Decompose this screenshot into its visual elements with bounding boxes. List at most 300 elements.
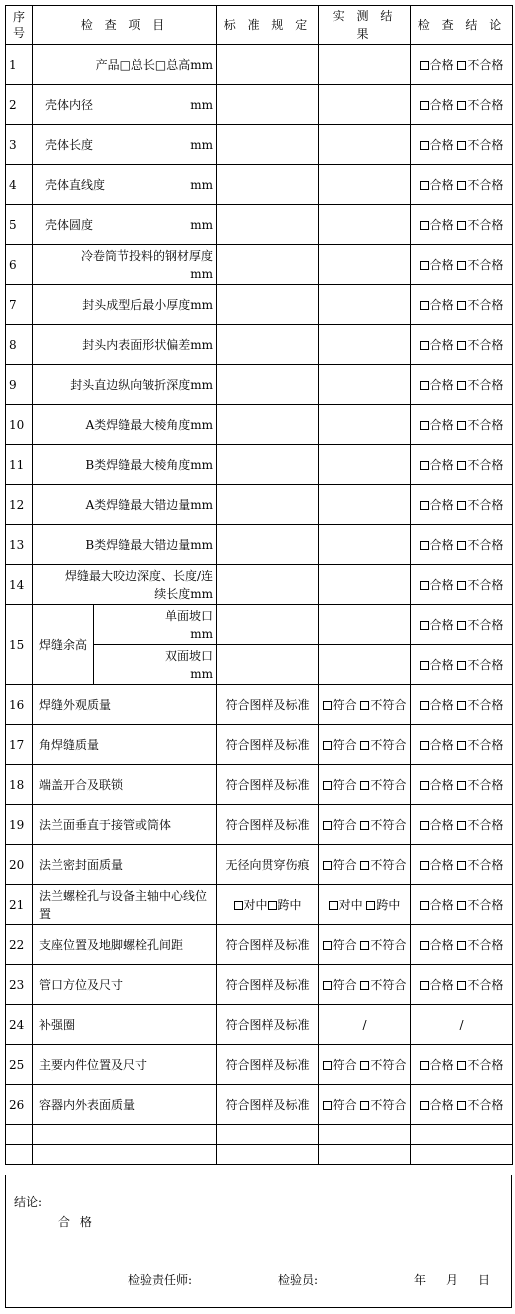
conclusion-choice <box>414 96 509 114</box>
row-conclusion <box>411 525 513 565</box>
row-item <box>33 45 217 85</box>
conclusion-opt2-checkbox[interactable] <box>457 981 466 990</box>
conclusion-opt2-checkbox[interactable] <box>457 781 466 790</box>
row-item-text: 产品□总长□总高 <box>95 57 191 72</box>
std-straddle-checkbox[interactable] <box>268 901 277 910</box>
measured-opt2-checkbox[interactable] <box>360 701 369 710</box>
row-conclusion <box>411 325 513 365</box>
row-standard[interactable] <box>217 325 319 365</box>
blank-cell[interactable] <box>319 1145 411 1165</box>
row-conclusion <box>411 1085 513 1125</box>
row-number: 9 <box>6 365 33 405</box>
row-measured[interactable] <box>319 325 411 365</box>
row-subitem <box>94 605 217 645</box>
conclusion-opt1-checkbox[interactable] <box>420 1061 429 1070</box>
conclusion-opt2-label: 不合格 <box>467 257 504 272</box>
measured-opt1-label: 符合 <box>332 977 357 992</box>
blank-cell[interactable] <box>411 1145 513 1165</box>
row-item-text: 法兰密封面质量 <box>39 857 124 872</box>
header-measured: 实 测 结 果 <box>319 6 411 45</box>
row-number: 3 <box>6 125 33 165</box>
table-row <box>6 365 513 405</box>
row-conclusion <box>411 885 513 925</box>
row-number: 11 <box>6 445 33 485</box>
conclusion-opt1-label: 合格 <box>429 577 454 592</box>
conclusion-opt2-label: 不合格 <box>467 177 504 192</box>
measured-opt1-checkbox[interactable] <box>323 981 332 990</box>
header-row <box>6 6 513 45</box>
row-measured[interactable] <box>319 605 411 645</box>
conclusion-opt1-label: 合格 <box>429 1057 454 1072</box>
row-measured[interactable] <box>319 445 411 485</box>
row-measured[interactable] <box>319 205 411 245</box>
conclusion-opt2-label: 不合格 <box>467 857 504 872</box>
row-standard[interactable] <box>217 645 319 685</box>
conclusion-choice <box>414 216 509 234</box>
row-standard[interactable] <box>217 485 319 525</box>
row-measured[interactable] <box>319 85 411 125</box>
table-row <box>6 45 513 85</box>
table-row <box>6 1085 513 1125</box>
row-measured[interactable] <box>319 165 411 205</box>
conclusion-section <box>5 1175 512 1308</box>
conclusion-opt1-checkbox[interactable] <box>420 861 429 870</box>
conclusion-opt2-checkbox[interactable] <box>457 741 466 750</box>
conclusion-choice <box>414 656 509 674</box>
row-number: 25 <box>6 1045 33 1085</box>
meas-straddle-checkbox[interactable] <box>366 901 375 910</box>
blank-cell[interactable] <box>411 1125 513 1145</box>
measured-choice <box>322 816 407 834</box>
conclusion-choice <box>414 416 509 434</box>
row-number: 6 <box>6 245 33 285</box>
conclusion-opt1-checkbox[interactable] <box>420 661 429 670</box>
blank-cell[interactable] <box>319 1125 411 1145</box>
measured-opt1-label: 符合 <box>332 777 357 792</box>
conclusion-opt2-checkbox[interactable] <box>457 461 466 470</box>
conclusion-choice <box>414 336 509 354</box>
measured-choice <box>322 776 407 794</box>
conclusion-opt2-label: 不合格 <box>467 1097 504 1112</box>
conclusion-opt2-checkbox[interactable] <box>457 661 466 670</box>
row-measured <box>319 1045 411 1085</box>
conclusion-opt2-checkbox[interactable] <box>457 861 466 870</box>
conclusion-opt2-checkbox[interactable] <box>457 581 466 590</box>
row-standard[interactable] <box>217 285 319 325</box>
table-row <box>6 485 513 525</box>
row-item <box>33 285 217 325</box>
row-standard[interactable] <box>217 525 319 565</box>
row-number: 26 <box>6 1085 33 1125</box>
conclusion-opt1-label: 合格 <box>429 617 454 632</box>
table-row <box>6 805 513 845</box>
row-conclusion <box>411 925 513 965</box>
conclusion-choice <box>414 56 509 74</box>
row-standard[interactable] <box>217 245 319 285</box>
row-number: 8 <box>6 325 33 365</box>
conclusion-opt2-checkbox[interactable] <box>457 1101 466 1110</box>
row-item <box>33 1045 217 1085</box>
conclusion-opt1-checkbox[interactable] <box>420 501 429 510</box>
measured-opt1-checkbox[interactable] <box>323 741 332 750</box>
row-unit: mm <box>190 137 214 152</box>
row-standard-text: 符合图样及标准 <box>225 697 310 712</box>
row-conclusion <box>411 845 513 885</box>
conclusion-opt1-checkbox[interactable] <box>420 581 429 590</box>
header-item: 检 查 项 目 <box>33 6 217 45</box>
table-row <box>6 765 513 805</box>
table-row <box>6 325 513 365</box>
header-no-text: 序号 <box>13 10 26 40</box>
conclusion-opt1-checkbox[interactable] <box>420 781 429 790</box>
measured-opt2-checkbox[interactable] <box>360 781 369 790</box>
row-standard <box>217 845 319 885</box>
row-conclusion <box>411 805 513 845</box>
row-measured[interactable] <box>319 365 411 405</box>
conclusion-opt2-label: 不合格 <box>467 977 504 992</box>
conclusion-opt2-checkbox[interactable] <box>457 501 466 510</box>
row-standard[interactable] <box>217 165 319 205</box>
std-center-checkbox[interactable] <box>234 901 243 910</box>
row-number: 24 <box>6 1005 33 1045</box>
conclusion-opt2-checkbox[interactable] <box>457 381 466 390</box>
measured-opt1-checkbox[interactable] <box>323 781 332 790</box>
row-unit: mm <box>190 666 214 681</box>
conclusion-opt1-checkbox[interactable] <box>420 181 429 190</box>
measured-opt1-label: 符合 <box>332 1097 357 1112</box>
conclusion-opt1-checkbox[interactable] <box>420 701 429 710</box>
table-row <box>6 525 513 565</box>
measured-opt2-checkbox[interactable] <box>360 861 369 870</box>
row-conclusion <box>411 365 513 405</box>
conclusion-opt1-label: 合格 <box>429 417 454 432</box>
table-row <box>6 165 513 205</box>
row-conclusion <box>411 125 513 165</box>
conclusion-choice <box>414 896 509 914</box>
row-standard[interactable] <box>217 85 319 125</box>
measured-opt2-checkbox[interactable] <box>360 941 369 950</box>
conclusion-opt2-checkbox[interactable] <box>457 541 466 550</box>
conclusion-opt2-checkbox[interactable] <box>457 101 466 110</box>
row-item-text: 管口方位及尺寸 <box>39 977 124 992</box>
measured-opt1-label: 符合 <box>332 1057 357 1072</box>
conclusion-opt2-label: 不合格 <box>467 137 504 152</box>
row-standard <box>217 805 319 845</box>
inspection-table <box>5 5 513 1165</box>
measured-opt1-checkbox[interactable] <box>323 701 332 710</box>
conclusion-opt2-checkbox[interactable] <box>457 821 466 830</box>
row-measured[interactable] <box>319 125 411 165</box>
row-number: 15 <box>6 605 33 685</box>
conclusion-opt1-label: 合格 <box>429 737 454 752</box>
conclusion-opt2-label: 不合格 <box>467 897 504 912</box>
row-conclusion <box>411 685 513 725</box>
conclusion-choice <box>414 776 509 794</box>
row-standard[interactable] <box>217 405 319 445</box>
date-year-label: 年 <box>414 1273 427 1287</box>
row-measured <box>319 685 411 725</box>
row-unit: mm <box>190 417 214 432</box>
measured-opt2-label: 不符合 <box>370 857 407 872</box>
conclusion-opt2-checkbox[interactable] <box>457 701 466 710</box>
row-standard <box>217 725 319 765</box>
row-measured[interactable] <box>319 525 411 565</box>
row-measured <box>319 925 411 965</box>
row-item <box>33 485 217 525</box>
conclusion-choice <box>414 816 509 834</box>
row-number: 1 <box>6 45 33 85</box>
row-unit: mm <box>190 217 214 232</box>
conclusion-opt2-checkbox[interactable] <box>457 901 466 910</box>
row-unit: mm <box>190 586 214 601</box>
row-standard-text: 符合图样及标准 <box>225 1017 310 1032</box>
conclusion-opt2-label: 不合格 <box>467 657 504 672</box>
conclusion-opt1-checkbox[interactable] <box>420 1101 429 1110</box>
inspector-signature-label: 检验员: <box>278 1273 319 1287</box>
conclusion-opt2-checkbox[interactable] <box>457 1061 466 1070</box>
row-standard-text: 符合图样及标准 <box>225 737 310 752</box>
blank-cell[interactable] <box>33 1145 217 1165</box>
row-measured[interactable] <box>319 245 411 285</box>
conclusion-opt1-label: 合格 <box>429 97 454 112</box>
conclusion-opt2-checkbox[interactable] <box>457 621 466 630</box>
table-row <box>6 685 513 725</box>
row-item <box>33 205 217 245</box>
conclusion-opt1-checkbox[interactable] <box>420 901 429 910</box>
row-conclusion <box>411 285 513 325</box>
row-number: 20 <box>6 845 33 885</box>
conclusion-choice <box>414 256 509 274</box>
conclusion-opt1-label: 合格 <box>429 1097 454 1112</box>
measured-opt2-checkbox[interactable] <box>360 741 369 750</box>
blank-cell[interactable] <box>217 1125 319 1145</box>
row-conclusion <box>411 165 513 205</box>
conclusion-opt1-label: 合格 <box>429 937 454 952</box>
row-number: 19 <box>6 805 33 845</box>
measured-opt2-label: 不符合 <box>370 1057 407 1072</box>
conclusion-opt1-label: 合格 <box>429 297 454 312</box>
row-number: 17 <box>6 725 33 765</box>
row-measured <box>319 965 411 1005</box>
row-unit: mm <box>190 177 214 192</box>
row-item-text: 焊缝外观质量 <box>39 697 112 712</box>
measured-opt1-label: 符合 <box>332 697 357 712</box>
conclusion-opt2-checkbox[interactable] <box>457 341 466 350</box>
conclusion-choice <box>414 856 509 874</box>
conclusion-choice <box>414 1056 509 1074</box>
row-subitem-text: 双面坡口 <box>165 648 214 663</box>
row-standard[interactable] <box>217 445 319 485</box>
row-unit: mm <box>190 377 214 392</box>
measured-opt2-checkbox[interactable] <box>360 821 369 830</box>
table-row <box>6 405 513 445</box>
row-item-text: A类焊缝最大棱角度 <box>85 417 191 432</box>
blank-cell[interactable] <box>6 1125 33 1145</box>
measured-opt1-checkbox[interactable] <box>323 821 332 830</box>
conclusion-opt2-label: 不合格 <box>467 217 504 232</box>
conclusion-opt1-checkbox[interactable] <box>420 621 429 630</box>
conclusion-opt1-label: 合格 <box>429 137 454 152</box>
conclusion-opt1-checkbox[interactable] <box>420 341 429 350</box>
conclusion-opt2-label: 不合格 <box>467 777 504 792</box>
meas-straddle-label: 跨中 <box>376 897 401 912</box>
conclusion-opt1-checkbox[interactable] <box>420 141 429 150</box>
row-item-text: 焊缝余高 <box>39 637 88 652</box>
conclusion-choice <box>414 976 509 994</box>
row-standard <box>217 925 319 965</box>
responsible-signature-label: 检验责任师: <box>128 1273 193 1287</box>
row-item-text: 角焊缝质量 <box>39 737 100 752</box>
conclusion-opt1-checkbox[interactable] <box>420 981 429 990</box>
row-item-text: 支座位置及地脚螺栓孔间距 <box>39 937 184 952</box>
row-measured[interactable] <box>319 45 411 85</box>
conclusion-opt1-checkbox[interactable] <box>420 301 429 310</box>
row-item <box>33 1085 217 1125</box>
meas-center-checkbox[interactable] <box>329 901 338 910</box>
row-item-text: 封头成型后最小厚度 <box>82 297 191 312</box>
blank-cell[interactable] <box>217 1145 319 1165</box>
measured-opt2-checkbox[interactable] <box>360 981 369 990</box>
row-conclusion <box>411 965 513 1005</box>
header-standard: 标 准 规 定 <box>217 6 319 45</box>
conclusion-opt2-checkbox[interactable] <box>457 61 466 70</box>
row-standard[interactable] <box>217 365 319 405</box>
conclusion-opt1-checkbox[interactable] <box>420 821 429 830</box>
row-number: 22 <box>6 925 33 965</box>
conclusion-opt1-label: 合格 <box>429 657 454 672</box>
measured-opt1-checkbox[interactable] <box>323 861 332 870</box>
table-row <box>6 965 513 1005</box>
table-row <box>6 1005 513 1045</box>
row-item-text: 封头直边纵向皱折深度 <box>70 377 191 392</box>
row-unit: mm <box>190 626 214 641</box>
conclusion-opt2-label: 不合格 <box>467 1057 504 1072</box>
conclusion-opt1-checkbox[interactable] <box>420 541 429 550</box>
header-conclusion: 检 查 结 论 <box>411 6 513 45</box>
row-measured[interactable] <box>319 285 411 325</box>
blank-cell[interactable] <box>33 1125 217 1145</box>
measured-opt2-checkbox[interactable] <box>360 1061 369 1070</box>
conclusion-opt2-checkbox[interactable] <box>457 941 466 950</box>
conclusion-opt1-checkbox[interactable] <box>420 221 429 230</box>
conclusion-opt1-label: 合格 <box>429 897 454 912</box>
row-standard[interactable] <box>217 45 319 85</box>
conclusion-opt1-label: 合格 <box>429 777 454 792</box>
row-item <box>33 1005 217 1045</box>
row-standard-text: 符合图样及标准 <box>225 1057 310 1072</box>
conclusion-opt1-label: 合格 <box>429 537 454 552</box>
row-measured <box>319 1085 411 1125</box>
row-number: 7 <box>6 285 33 325</box>
row-number: 10 <box>6 405 33 445</box>
conclusion-opt2-checkbox[interactable] <box>457 221 466 230</box>
conclusion-choice <box>414 576 509 594</box>
conclusion-opt1-label: 合格 <box>429 497 454 512</box>
row-measured[interactable] <box>319 485 411 525</box>
std-center-label: 对中 <box>243 897 268 912</box>
row-standard[interactable] <box>217 565 319 605</box>
std-straddle-label: 跨中 <box>277 897 302 912</box>
conclusion-choice <box>414 536 509 554</box>
measured-choice <box>322 1056 407 1074</box>
row-measured[interactable] <box>319 645 411 685</box>
conclusion-opt2-checkbox[interactable] <box>457 421 466 430</box>
conclusion-opt1-checkbox[interactable] <box>420 381 429 390</box>
row-conclusion <box>411 485 513 525</box>
row-conclusion <box>411 245 513 285</box>
row-measured[interactable] <box>319 565 411 605</box>
conclusion-opt1-checkbox[interactable] <box>420 421 429 430</box>
measured-opt1-checkbox[interactable] <box>323 941 332 950</box>
conclusion-label: 结论: <box>14 1195 43 1209</box>
conclusion-choice <box>414 296 509 314</box>
conclusion-opt2-checkbox[interactable] <box>457 181 466 190</box>
row-subitem <box>94 645 217 685</box>
row-standard[interactable] <box>217 605 319 645</box>
row-item <box>33 405 217 445</box>
conclusion-opt1-checkbox[interactable] <box>420 61 429 70</box>
conclusion-opt2-checkbox[interactable] <box>457 141 466 150</box>
conclusion-opt2-label: 不合格 <box>467 737 504 752</box>
conclusion-value: 合 格 <box>58 1215 95 1229</box>
conclusion-opt1-label: 合格 <box>429 257 454 272</box>
row-conclusion <box>411 205 513 245</box>
measured-opt1-checkbox[interactable] <box>323 1061 332 1070</box>
measured-opt1-checkbox[interactable] <box>323 1101 332 1110</box>
table-row <box>6 1045 513 1085</box>
measured-opt2-label: 不符合 <box>370 697 407 712</box>
measured-opt1-label: 符合 <box>332 937 357 952</box>
row-conclusion <box>411 45 513 85</box>
measured-opt2-checkbox[interactable] <box>360 1101 369 1110</box>
row-conclusion <box>411 85 513 125</box>
table-row <box>6 285 513 325</box>
row-standard <box>217 965 319 1005</box>
row-standard <box>217 685 319 725</box>
row-item <box>33 885 217 925</box>
row-standard[interactable] <box>217 205 319 245</box>
measured-opt2-label: 不符合 <box>370 937 407 952</box>
row-measured[interactable] <box>319 405 411 445</box>
meas-center-label: 对中 <box>338 897 363 912</box>
row-item <box>33 245 217 285</box>
row-item <box>33 805 217 845</box>
conclusion-opt1-checkbox[interactable] <box>420 941 429 950</box>
row-item <box>33 725 217 765</box>
row-item <box>33 325 217 365</box>
conclusion-opt2-checkbox[interactable] <box>457 261 466 270</box>
row-standard <box>217 885 319 925</box>
row-item <box>33 165 217 205</box>
row-item <box>33 85 217 125</box>
conclusion-opt1-label: 合格 <box>429 697 454 712</box>
row-standard[interactable] <box>217 125 319 165</box>
conclusion-opt1-label: 合格 <box>429 457 454 472</box>
conclusion-choice <box>414 496 509 514</box>
conclusion-opt1-checkbox[interactable] <box>420 261 429 270</box>
conclusion-opt1-checkbox[interactable] <box>420 461 429 470</box>
row-standard-text: 无径向贯穿伤痕 <box>225 857 310 872</box>
row-unit: mm <box>190 457 214 472</box>
row-number: 12 <box>6 485 33 525</box>
conclusion-opt1-checkbox[interactable] <box>420 101 429 110</box>
conclusion-opt1-checkbox[interactable] <box>420 741 429 750</box>
row-number: 16 <box>6 685 33 725</box>
conclusion-opt2-checkbox[interactable] <box>457 301 466 310</box>
row-number: 23 <box>6 965 33 1005</box>
blank-cell[interactable] <box>6 1145 33 1165</box>
row-item-text: 封头内表面形状偏差 <box>82 337 191 352</box>
